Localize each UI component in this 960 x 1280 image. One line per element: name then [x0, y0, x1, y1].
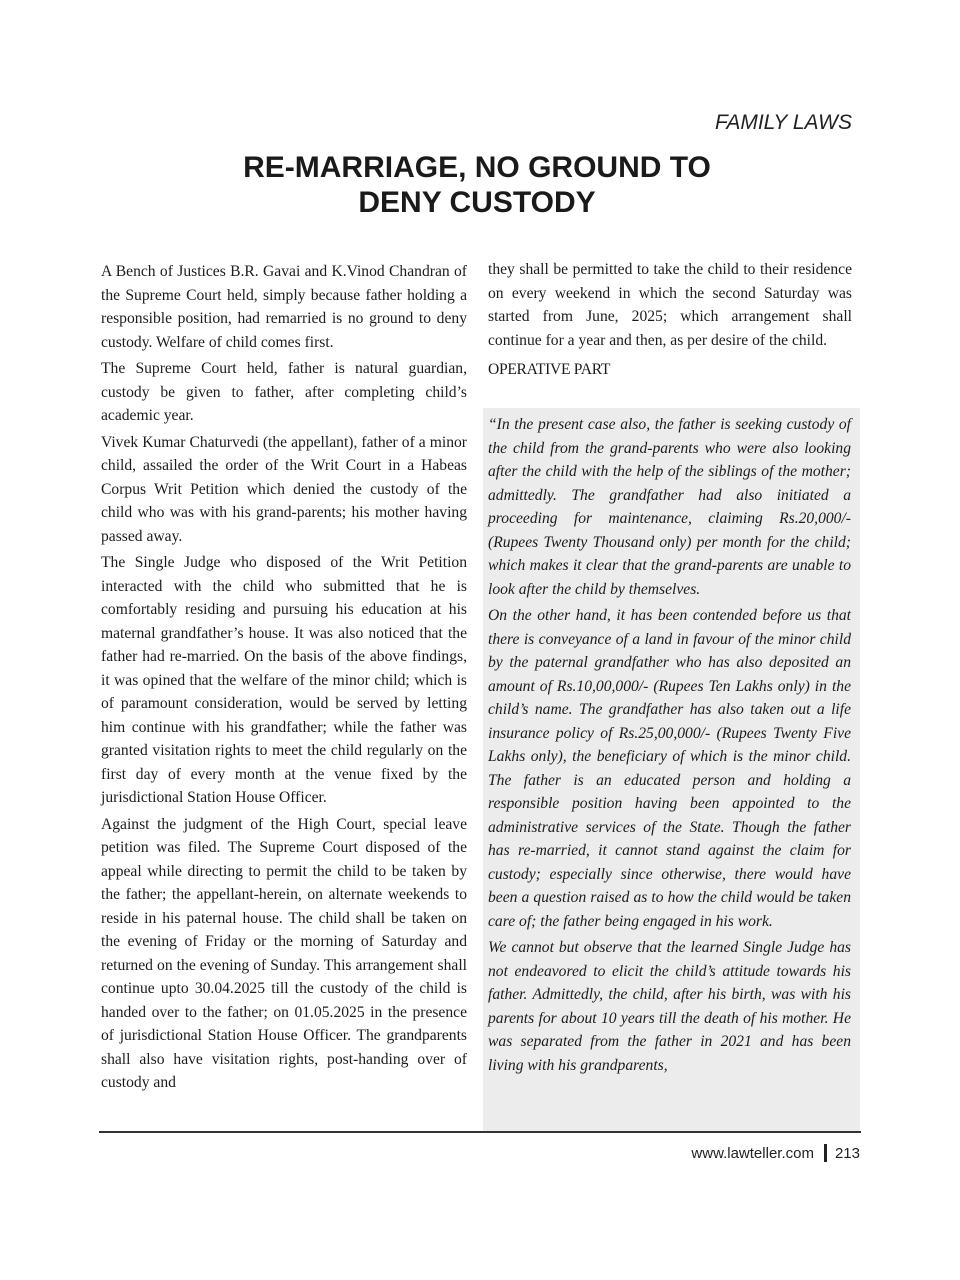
quote-paragraph: On the other hand, it has been contended before us that there is conveyance of a land in favour of the minor child by the paternal grandfather who has also deposited an amount of Rs.10,00,000/- (Rupees Ten Lakhs only) in the child’s name. The grandfather has also taken out a life insurance policy of Rs.25,00,000/- (Rupees Twenty Five Lakhs only), the beneficiary of which is the minor child. The father is an educated person and holding a responsible position having been appointed to the administrative services of the State. Though the father has re-married, it cannot stand against the claim for custody; especially since otherwise, there would have been a question raised as to how the child would be taken care of; the father being engaged in his work. [488, 607, 851, 930]
footer-separator [824, 1144, 827, 1162]
body-paragraph: The Single Judge who disposed of the Writ Petition interacted with the child who submitted that he is comfortably residing and pursuing his education at his maternal grandfather’s house. It was also noticed that the father had re-married. On the basis of the above findings, it was opined that the welfare of the minor child; which is of paramount consideration, would be served by letting him continue with his grandfather; while the father was granted visitation rights to meet the child regularly on the first day of every month at the venue fixed by the jurisdictional Station House Officer. [101, 554, 467, 806]
website-link[interactable]: www.lawteller.com [691, 1144, 814, 1162]
left-column [101, 260, 467, 1098]
body-paragraph: Against the judgment of the High Court, special leave petition was filed. The Supreme Court disposed of the appeal while directing to permit the child to be taken by the father; the appellant-herein, on alternate weekends to reside in his paternal house. The child shall be taken on the evening of Friday or the morning of Saturday and returned on the evening of Sunday. This arrangement shall continue upto 30.04.2025 till the custody of the child is handed over to the father; on 01.05.2025 in the presence of jurisdictional Station House Officer. The grandparents shall also have visitation rights, post-handing over of custody and [101, 815, 467, 1091]
body-paragraph: Vivek Kumar Chaturvedi (the appellant), father of a minor child, assailed the order of the Writ Court in a Habeas Corpus Writ Petition which denied the custody of the child who was with his grand-parents; his mother having passed away. [101, 433, 467, 545]
quote-box [483, 408, 860, 1132]
title-line-1: RE-MARRIAGE, NO GROUND TO [243, 151, 711, 184]
footer-rule [99, 1131, 861, 1133]
page-footer [691, 1144, 860, 1162]
quote-paragraph: We cannot but observe that the learned Single Judge has not endeavored to elicit the child’s attitude towards his father. Admittedly, the child, after his birth, was with his parents for about 10 years till the death of his mother. He was separated from the father in 2021 and has been living with his grandparents, [488, 939, 851, 1074]
quote-paragraph: “In the present case also, the father is seeking custody of the child from the grand-parents who were also looking after the child with the help of the siblings of the mother; admittedly. The grandfather had also initiated a proceeding for maintenance, claiming Rs.20,000/- (Rupees Twenty Thousand only) per month for the child; which makes it clear that the grand-parents are unable to look after the child by themselves. [488, 416, 851, 598]
body-paragraph: A Bench of Justices B.R. Gavai and K.Vinod Chandran of the Supreme Court held, simply because father holding a responsible position, had remarried is no ground to deny custody. Welfare of child comes first. [101, 263, 467, 351]
operative-part-heading: OPERATIVE PART [488, 361, 611, 378]
title-line-2: DENY CUSTODY [358, 186, 596, 219]
section-label: FAMILY LAWS [715, 111, 852, 134]
operative-quote [483, 408, 860, 1077]
page-title [160, 150, 794, 220]
body-paragraph: The Supreme Court held, father is natural guardian, custody be given to father, after completing child’s academic year. [101, 360, 467, 424]
right-column [488, 258, 852, 388]
page-number: 213 [834, 1144, 860, 1162]
continuation-paragraph: they shall be permitted to take the child to their residence on every weekend in which the second Saturday was started from June, 2025; which arrangement shall continue for a year and then, as per desire of the child. [488, 261, 852, 349]
